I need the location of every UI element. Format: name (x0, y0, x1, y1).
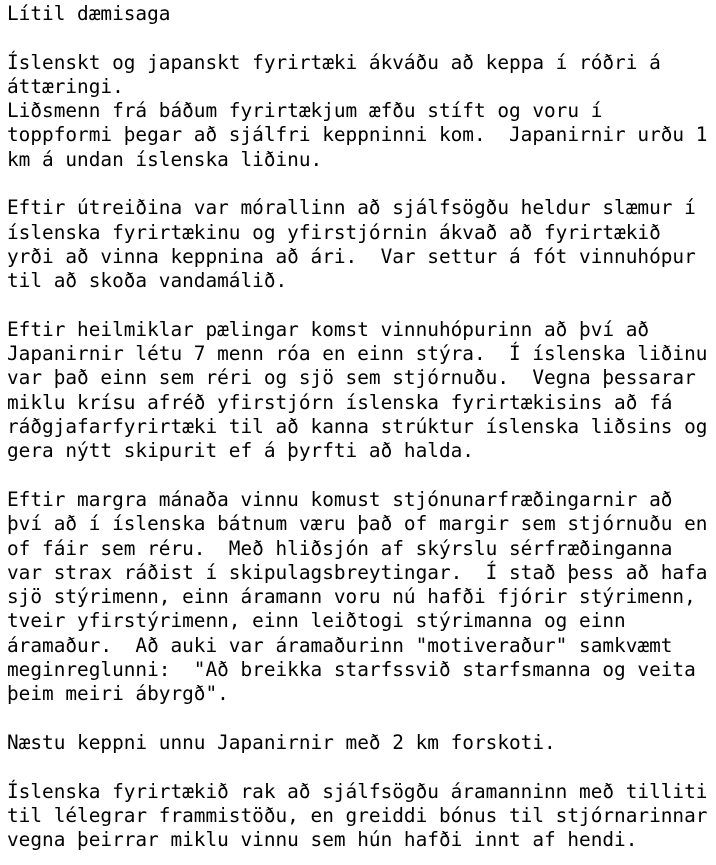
text-line: tveir yfirstýrimenn, einn leiðtogi stýrimanna og einn (7, 609, 626, 633)
paragraph (7, 196, 712, 293)
text-line: of fáir sem réru. Með hliðsjón af skýrslu sérfræðinganna (7, 536, 673, 560)
text-line: Eftir útreiðina var mórallinn að sjálfsögðu heldur slæmur í (7, 196, 696, 220)
text-line: km á undan íslenska liðinu. (7, 147, 323, 171)
text-line: meginreglunni: "Að breikka starfssvið starfsmanna og veita (7, 658, 696, 682)
paragraph (7, 51, 712, 172)
text-line: Japanirnir létu 7 menn róa en einn stýra. Í íslenska liðinu (7, 342, 708, 366)
text-line: Íslenska fyrirtækið rak að sjálfsögðu áramanninn með tilliti (7, 779, 708, 803)
text-line: Eftir heilmiklar pælingar komst vinnuhópurinn að því að (7, 317, 650, 341)
text-line: Íslenskt og japanskt fyrirtæki ákváðu að keppa í róðri á (7, 50, 661, 74)
text-line: sjö stýrimenn, einn áramann voru nú hafði fjórir stýrimenn, (7, 585, 696, 609)
text-line: því að í íslenska bátnum væru það of margir sem stjórnuðu en (7, 512, 708, 536)
text-line: var það einn sem réri og sjö sem stjórnuðu. Vegna þessarar (7, 366, 696, 390)
text-line: yrði að vinna keppnina að ári. Var settur á fót vinnuhópur (7, 244, 696, 268)
text-line: þeim meiri ábyrgð". (7, 682, 229, 706)
text-line: til lélegrar frammistöðu, en greiddi bónus til stjórnarinnar (7, 803, 708, 827)
document-title: Lítil dæmisaga (7, 2, 171, 25)
text-line: miklu krísu afréð yfirstjórn íslenska fyrirtækisins að fá (7, 390, 673, 414)
text-line: Næstu keppni unnu Japanirnir með 2 km forskoti. (7, 730, 556, 754)
text-line: toppformi þegar að sjálfri keppninni kom. Japanirnir urðu 1 (7, 123, 708, 147)
text-line: vegna þeirrar miklu vinnu sem hún hafði innt af hendi. (7, 828, 638, 852)
text-line: gera nýtt skipurit ef á þyrfti að halda. (7, 439, 474, 463)
paragraph (7, 731, 712, 755)
text-line: Liðsmenn frá báðum fyrirtækjum æfðu stíft og voru í (7, 99, 603, 123)
text-line: áttæringi. (7, 74, 124, 98)
paragraph (7, 488, 712, 707)
text-line: ráðgjafarfyrirtæki til að kanna strúktur íslenska liðsins og (7, 415, 708, 439)
text-line: var strax ráðist í skipulagsbreytingar. Í stað þess að hafa (7, 560, 708, 584)
text-line: til að skoða vandamálið. (7, 269, 288, 293)
text-line: íslenska fyrirtækinu og yfirstjórnin ákvað að fyrirtækið (7, 220, 661, 244)
paragraph (7, 780, 712, 853)
text-line: áramaður. Að auki var áramaðurinn "motiveraður" samkvæmt (7, 633, 673, 657)
paragraph (7, 318, 712, 464)
document-body (7, 51, 712, 853)
text-line: Eftir margra mánaða vinnu komust stjónunarfræðingarnir að (7, 487, 673, 511)
